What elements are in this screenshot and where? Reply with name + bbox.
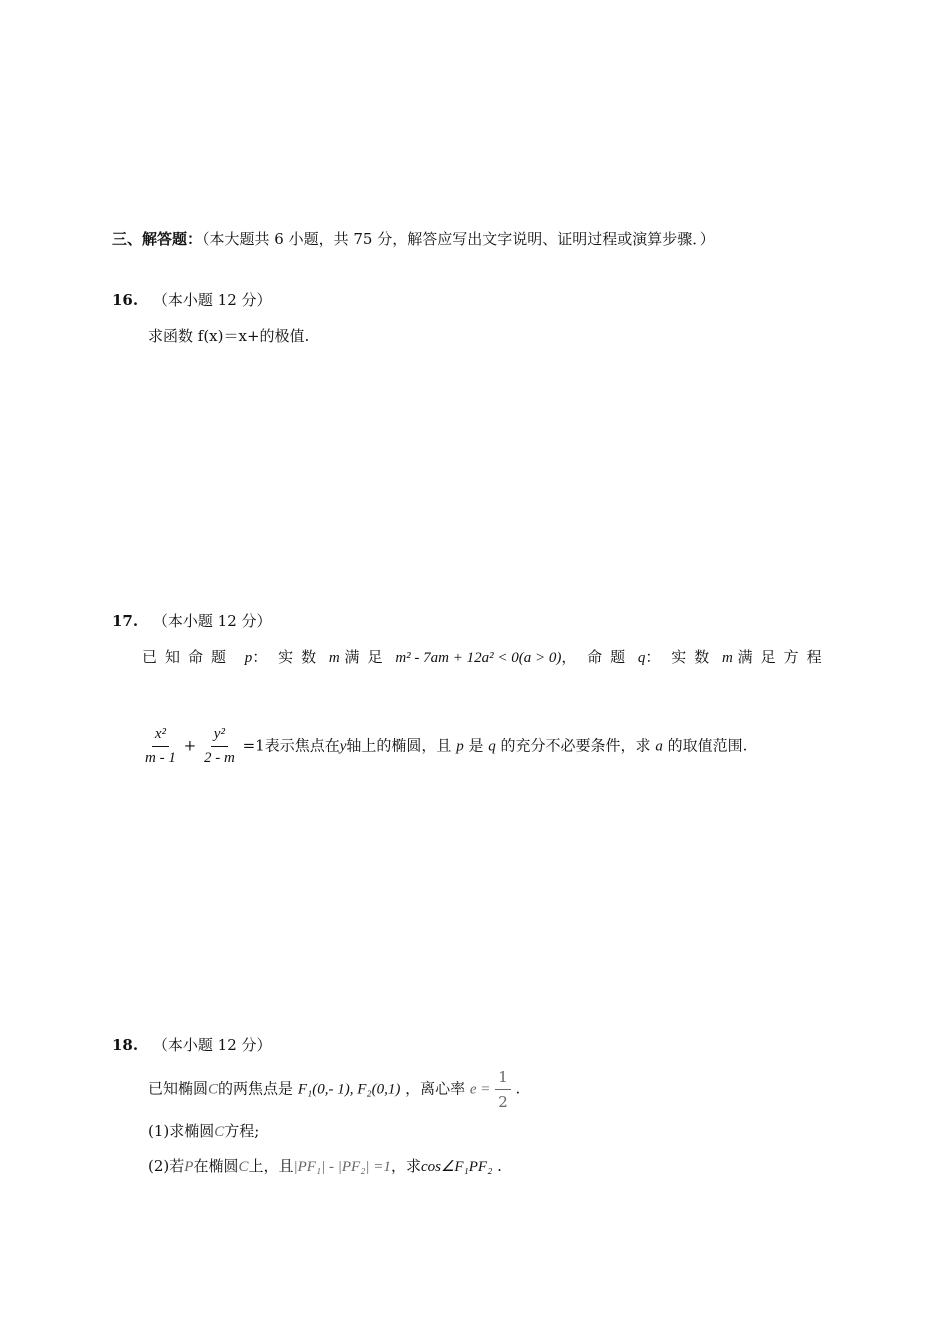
q17-frac1-denominator: m - 1 xyxy=(145,750,176,766)
q18-part2 xyxy=(148,1155,502,1176)
q18-part1 xyxy=(148,1120,259,1141)
q17-text4: 的充分不必要条件，求 xyxy=(500,736,651,755)
q17-colon1: ： xyxy=(252,648,268,666)
q18-C-var: C xyxy=(208,1081,219,1098)
q18-e-var: e = xyxy=(469,1081,491,1098)
q18-part2-label: (2) xyxy=(148,1157,170,1175)
q18-eccentricity-fraction xyxy=(495,1068,511,1111)
q18-part2-text4: ，求 xyxy=(390,1157,421,1175)
q17-manzu: 满足 xyxy=(344,648,391,666)
q17-m2-var: m xyxy=(722,650,733,666)
q18-dot1: . xyxy=(515,1079,521,1098)
q18-line1 xyxy=(148,1068,520,1111)
q18-number: 18. xyxy=(112,1036,139,1054)
q17-q-var: q xyxy=(637,650,646,666)
q17-y-var: y xyxy=(339,738,347,755)
q17-intro: 已知命题 xyxy=(142,648,235,666)
q17-manzu-fangcheng: 满足方程 xyxy=(737,648,830,666)
q17-text1: 表示焦点在 xyxy=(264,736,340,755)
q17-colon2: ： xyxy=(645,648,661,666)
q18-dot2: . xyxy=(497,1157,502,1175)
q17-eq1: =1 xyxy=(242,736,265,755)
q17-p-var: p xyxy=(244,650,253,666)
q18-part1-text2: 方程; xyxy=(224,1122,260,1140)
q18-part2-text2: 在椭圆 xyxy=(193,1157,239,1175)
q18-part2-text3: 上，且 xyxy=(248,1157,294,1175)
q17-inequality: m² - 7am + 12a² < 0(a > 0) xyxy=(395,650,562,666)
q18-frac-numerator: 1 xyxy=(495,1068,511,1090)
q17-line2 xyxy=(142,726,747,767)
q18-target: cos∠F₁PF₂ xyxy=(420,1159,493,1175)
q16-header xyxy=(112,289,272,310)
q17-shishu2: 实数 xyxy=(671,648,718,666)
q18-frac-denominator: 2 xyxy=(498,1093,508,1111)
q18-points: （本小题 12 分） xyxy=(152,1036,272,1054)
q17-plus: + xyxy=(183,736,197,755)
q17-comma: ， xyxy=(561,648,577,666)
q18-part1-C-var: C xyxy=(214,1124,225,1140)
q17-shishu1: 实数 xyxy=(278,648,325,666)
q16-points: （本小题 12 分） xyxy=(152,291,272,309)
q17-a-var: a xyxy=(655,738,663,755)
q17-frac2-numerator: y² xyxy=(211,726,228,747)
q17-line1 xyxy=(142,646,842,667)
q18-part2-text1: 若 xyxy=(169,1157,185,1175)
q16-stem: 求函数 f(x)＝x+的极值. xyxy=(148,327,310,345)
q17-mingti: 命题 xyxy=(587,648,634,666)
q16-number: 16. xyxy=(112,291,139,309)
q17-text5: 的取值范围. xyxy=(667,736,748,755)
q17-number: 17. xyxy=(112,612,139,630)
q18-part1-text1: 求椭圆 xyxy=(169,1122,215,1140)
q17-frac1-numerator: x² xyxy=(152,726,169,747)
q17-header xyxy=(112,610,272,631)
q17-text2: 轴上的椭圆，且 xyxy=(346,736,452,755)
q18-part2-C-var: C xyxy=(238,1159,249,1175)
q17-text3: 是 xyxy=(468,736,484,755)
q17-q-var2: q xyxy=(488,738,496,755)
q18-condition: |PF₁| - |PF₂| =1 xyxy=(293,1159,391,1175)
q18-text2: 的两焦点是 xyxy=(218,1079,294,1098)
q17-p-var2: p xyxy=(456,738,464,755)
q18-P-var: P xyxy=(184,1159,194,1175)
q17-m1-var: m xyxy=(328,650,340,666)
q18-foci: F₁(0,- 1), F₂(0,1) xyxy=(297,1081,401,1098)
q17-fraction-x xyxy=(142,726,179,767)
q17-fraction-y xyxy=(201,726,238,767)
section-heading: 三、解答题： xyxy=(112,230,203,248)
section-note: （本大题共 6 小题，共 75 分，解答应写出文字说明、证明过程或演算步骤．） xyxy=(202,230,715,248)
q18-header xyxy=(112,1034,272,1055)
q17-frac2-denominator: 2 - m xyxy=(203,750,235,766)
section-header xyxy=(112,228,715,249)
q18-text1: 已知椭圆 xyxy=(148,1079,209,1098)
q18-text3: ，离心率 xyxy=(405,1079,466,1098)
q18-part1-label: (1) xyxy=(148,1122,170,1140)
q17-points: （本小题 12 分） xyxy=(152,612,272,630)
